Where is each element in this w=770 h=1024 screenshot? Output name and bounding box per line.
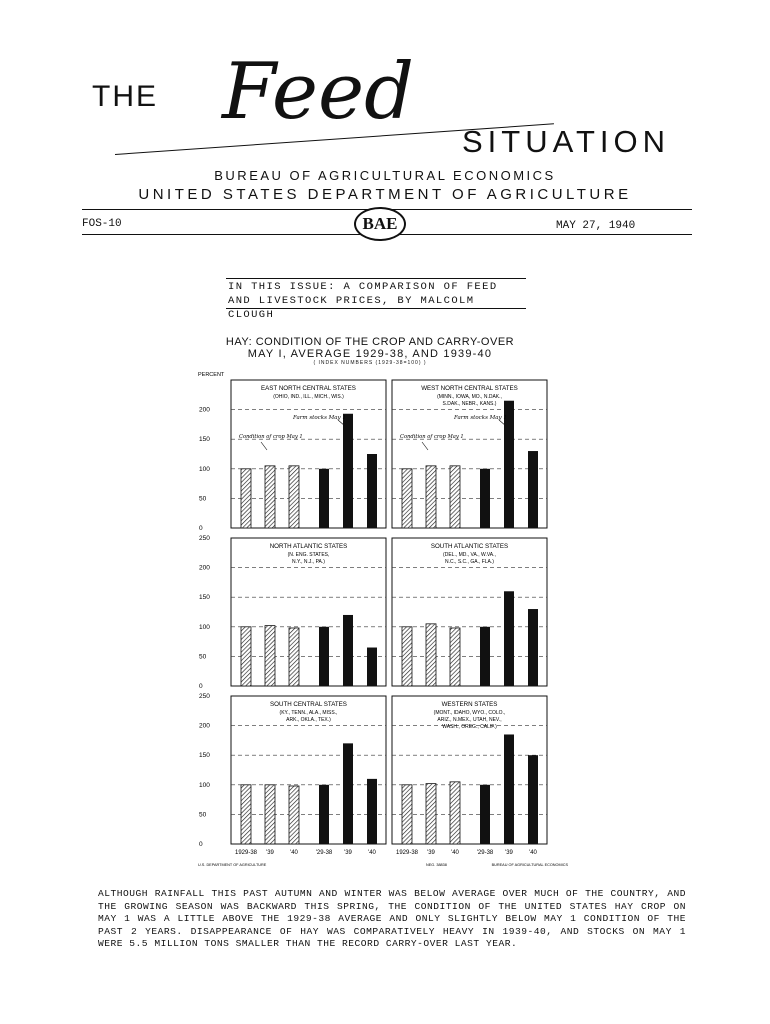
x-tick-label: '40 [451, 850, 459, 856]
publication-code: FOS-10 [82, 218, 122, 230]
figure-title-line-2: MAY I, AVERAGE 1929-38, AND 1939-40 [247, 348, 493, 360]
annotation-arrow [261, 442, 267, 450]
panel-title: WEST NORTH CENTRAL STATES [421, 385, 518, 392]
stocks-bar [528, 609, 538, 686]
issue-line-1: IN THIS ISSUE: A COMPARISON OF FEED [228, 281, 498, 293]
y-tick-label: 200 [199, 406, 210, 414]
condition-bar [402, 627, 412, 686]
x-tick-label: '29-38 [476, 850, 494, 856]
body-paragraph: ALTHOUGH RAINFALL THIS PAST AUTUMN AND WINTER WAS BELOW AVERAGE OVER MUCH OF THE COUNTRY, AND THE GROWING SEASON WAS BACKWARD THIS SPRING, THE CONDITION OF THE UNITED STATES HAY CROP ON MAY 1 WAS A LITTLE ABOVE THE 1929-38 AVERAGE AND ONLY SLIGHTLY BELOW MAY 1 CONDITION OF THE PAST 2 YEARS. DISAPPEARANCE OF HAY WAS COMPARATIVELY HEAVY IN 1939-40, AND STOCKS ON MAY 1 WERE 5.5 MILLION TONS SMALLER THAN THE RECORD CARRY-OVER LAST YEAR. [98, 888, 686, 950]
y-tick-label: 100 [199, 781, 210, 789]
annotation-condition: Condition of crop May 1 [400, 434, 464, 440]
panel-states: (DEL., MD., VA., W.VA., [443, 552, 496, 558]
stocks-bar [504, 591, 514, 686]
panel-states: N.Y., N.J., PA.) [292, 559, 325, 565]
panel-states: (KY., TENN., ALA., MISS., [279, 710, 338, 716]
panel-states: WASH., OREG., CALIF.) [442, 724, 497, 730]
stocks-bar [480, 469, 490, 528]
condition-bar [402, 785, 412, 844]
panel-title: WESTERN STATES [441, 701, 498, 708]
stocks-bar [319, 469, 329, 528]
issue-box [228, 280, 526, 322]
condition-bar [402, 469, 412, 528]
annotation-arrow [422, 442, 428, 450]
y-tick-label: 50 [199, 811, 207, 819]
issue-line-2: AND LIVESTOCK PRICES, BY MALCOLM CLOUGH [228, 295, 475, 321]
panel-title: SOUTH ATLANTIC STATES [430, 543, 509, 550]
masthead-feed-script: Feed [222, 47, 415, 137]
panel-title: SOUTH CENTRAL STATES [270, 701, 347, 708]
y-tick-label: 0 [199, 683, 203, 690]
y-tick-label: 50 [199, 495, 207, 503]
condition-bar [265, 626, 275, 686]
panel-states: N.C., S.C., GA., FLA.) [445, 559, 494, 565]
stocks-bar [367, 648, 377, 686]
panel-states: (MONT., IDAHO, WYO., COLO., [433, 710, 506, 716]
department-name: UNITED STATES DEPARTMENT OF AGRICULTURE [138, 186, 632, 203]
y-tick-label: 100 [199, 623, 210, 631]
stocks-bar [343, 743, 353, 844]
panel-states: ARK., OKLA., TEX.) [286, 717, 331, 723]
condition-bar [289, 786, 299, 844]
panel-states: S.DAK., NEBR., KANS.) [442, 401, 497, 407]
condition-bar [450, 782, 460, 844]
annotation-farm-stocks: Farm stocks May 1 [293, 415, 346, 421]
condition-bar [289, 466, 299, 528]
y-tick-label: 150 [199, 436, 210, 444]
condition-bar [289, 628, 299, 686]
masthead-situation: SITUATION [462, 124, 671, 159]
bae-seal-logo: BAE [354, 207, 406, 241]
condition-bar [241, 785, 251, 844]
panel-states: (MINN., IOWA, MO., N.DAK., [437, 394, 502, 400]
y-axis-label: PERCENT [198, 372, 225, 378]
panel-title: EAST NORTH CENTRAL STATES [261, 385, 356, 392]
x-tick-label: '40 [368, 850, 376, 856]
annotation-condition: Condition of crop May 1 [239, 434, 303, 440]
condition-bar [426, 466, 436, 528]
condition-bar [265, 785, 275, 844]
bureau-name: BUREAU OF AGRICULTURAL ECONOMICS [214, 168, 556, 183]
x-tick-label: '29-38 [315, 850, 333, 856]
stocks-bar [319, 627, 329, 686]
y-tick-label: 50 [199, 653, 207, 661]
panel-states: (OHIO, IND., ILL., MICH., WIS.) [273, 394, 344, 400]
stocks-bar [504, 734, 514, 844]
condition-bar [426, 624, 436, 686]
panel-states: ARIZ., N.MEX., UTAH, NEV., [437, 717, 502, 723]
y-tick-label: 100 [199, 465, 210, 473]
condition-bar [450, 466, 460, 528]
figure-note-left: U.S. DEPARTMENT OF AGRICULTURE [198, 863, 267, 867]
y-tick-label: 250 [199, 693, 210, 700]
figure-title-line-1: HAY: CONDITION OF THE CROP AND CARRY-OVER [225, 336, 515, 348]
y-tick-label: 150 [199, 752, 210, 760]
figure-subtitle: ( INDEX NUMBERS (1929-38=100) ) [313, 360, 427, 366]
condition-bar [241, 469, 251, 528]
x-tick-label: '39 [344, 850, 352, 856]
figure-note-right: BUREAU OF AGRICULTURAL ECONOMICS [491, 863, 568, 867]
x-tick-label: '39 [266, 850, 274, 856]
y-tick-label: 0 [199, 841, 203, 848]
condition-bar [450, 628, 460, 686]
condition-bar [426, 784, 436, 844]
panel-states: (N. ENG. STATES, [287, 552, 330, 558]
y-tick-label: 150 [199, 594, 210, 602]
x-tick-label: '40 [290, 850, 298, 856]
y-tick-label: 250 [199, 535, 210, 542]
stocks-bar [367, 779, 377, 844]
stocks-bar [480, 785, 490, 844]
stocks-bar [343, 414, 353, 528]
condition-bar [241, 627, 251, 686]
x-tick-label: 1929-38 [395, 850, 419, 856]
y-tick-label: 200 [199, 722, 210, 730]
stocks-bar [367, 454, 377, 528]
stocks-bar [343, 615, 353, 686]
hay-condition-chart [196, 366, 576, 876]
panel-title: NORTH ATLANTIC STATES [269, 543, 348, 550]
x-tick-label: '39 [505, 850, 513, 856]
stocks-bar [528, 451, 538, 528]
figure-note-mid: NEG. 38838 [426, 863, 447, 867]
condition-bar [265, 466, 275, 528]
stocks-bar [480, 627, 490, 686]
annotation-farm-stocks: Farm stocks May 1 [454, 415, 507, 421]
issue-rule-bottom [226, 308, 526, 309]
stocks-bar [528, 755, 538, 844]
x-tick-label: 1929-38 [234, 850, 258, 856]
y-tick-label: 0 [199, 525, 203, 532]
issue-date: MAY 27, 1940 [556, 220, 636, 232]
stocks-bar [319, 785, 329, 844]
y-tick-label: 200 [199, 564, 210, 572]
masthead-the: THE [92, 80, 158, 113]
panel-frame-east-north-central-states [231, 380, 386, 528]
issue-rule-top [226, 278, 526, 279]
x-tick-label: '40 [529, 850, 537, 856]
x-tick-label: '39 [427, 850, 435, 856]
